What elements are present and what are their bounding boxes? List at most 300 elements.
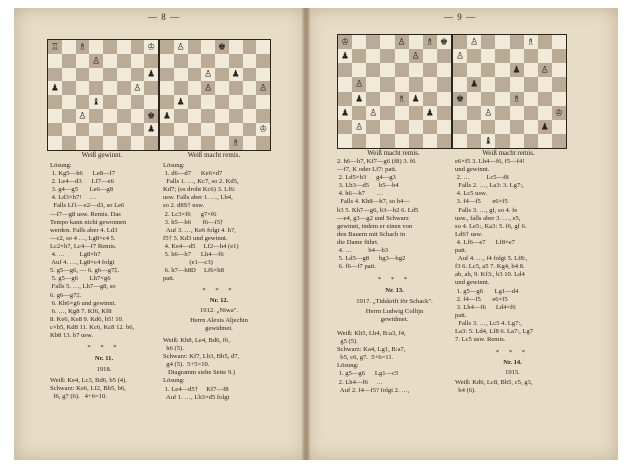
chess-piece-icon: ♝ bbox=[484, 135, 493, 146]
text-line: 6. g6—g7‡. bbox=[50, 291, 82, 299]
board-square bbox=[174, 40, 188, 54]
board-square bbox=[103, 95, 117, 109]
chess-piece-icon: ♙ bbox=[484, 107, 493, 118]
board-square bbox=[510, 120, 524, 134]
board-square bbox=[62, 81, 76, 95]
text-line: (e1—c3) bbox=[163, 259, 213, 267]
right-col1-tail bbox=[337, 330, 452, 395]
left-col2-text bbox=[163, 162, 275, 283]
board-square bbox=[538, 106, 552, 120]
board-square bbox=[481, 120, 495, 134]
board-square bbox=[62, 68, 76, 82]
board-square bbox=[380, 77, 394, 91]
board-square bbox=[366, 134, 380, 148]
board-square bbox=[144, 109, 158, 123]
text-line: Herrn Alexis Aljechin bbox=[190, 317, 248, 324]
chess-piece-icon: ♙ bbox=[456, 50, 465, 61]
board-square bbox=[538, 63, 552, 77]
text-line: 4. Ke4—d5 Lf2—h4 (e1) bbox=[163, 242, 239, 250]
board-square bbox=[229, 95, 243, 109]
board-square bbox=[437, 35, 451, 49]
text-line: Falls Lf1—e2—d3, so Le6 bbox=[50, 202, 125, 210]
board-square bbox=[538, 120, 552, 134]
board-square bbox=[144, 123, 158, 137]
problem-12-source: 1912. „Niwa". bbox=[199, 307, 239, 314]
board-square bbox=[352, 49, 366, 63]
board-square bbox=[76, 123, 90, 137]
text-line: 1. g5—g6 Lg1—d4 bbox=[455, 287, 519, 295]
chess-piece-icon: ♟ bbox=[512, 64, 521, 75]
board-square bbox=[538, 35, 552, 49]
board-square bbox=[62, 40, 76, 54]
text-line: Schwarz: Ke6, Lf2, Bh5, b6, bbox=[50, 385, 126, 393]
board-square bbox=[467, 63, 481, 77]
board-square bbox=[467, 92, 481, 106]
board-square bbox=[48, 40, 62, 54]
chess-piece-icon: ♖ bbox=[50, 41, 59, 52]
board-square bbox=[103, 123, 117, 137]
board-square bbox=[131, 136, 145, 150]
board-square bbox=[437, 63, 451, 77]
board-square bbox=[453, 134, 467, 148]
text-line: 6. f6—f7 patt. bbox=[337, 263, 377, 271]
board-square bbox=[117, 68, 131, 82]
board-square bbox=[103, 136, 117, 150]
board-square bbox=[467, 35, 481, 49]
board-square bbox=[174, 81, 188, 95]
board-square bbox=[89, 123, 103, 137]
board-square bbox=[423, 49, 437, 63]
board-square bbox=[256, 123, 270, 137]
board-square bbox=[538, 92, 552, 106]
chess-piece-icon: ♟ bbox=[341, 107, 350, 118]
problem-12-dedication bbox=[163, 317, 275, 333]
board-square bbox=[256, 136, 270, 150]
board-square bbox=[395, 120, 409, 134]
chess-diagram-3 bbox=[337, 34, 452, 149]
board-square bbox=[437, 106, 451, 120]
chess-piece-icon: ♙ bbox=[369, 107, 378, 118]
board-square bbox=[201, 81, 215, 95]
chess-piece-icon: ♙ bbox=[397, 36, 406, 47]
board-square bbox=[481, 63, 495, 77]
board-square bbox=[201, 136, 215, 150]
text-line: La3: 5. Ld4, Lf8 6. La7:, Lg7 bbox=[455, 327, 534, 335]
left-col1-stars: * * * bbox=[87, 344, 121, 351]
board-square bbox=[437, 134, 451, 148]
board-square bbox=[366, 49, 380, 63]
chess-piece-icon: ♟ bbox=[425, 107, 434, 118]
board-square bbox=[352, 120, 366, 134]
board-square bbox=[201, 54, 215, 68]
board-square bbox=[453, 77, 467, 91]
board-square bbox=[131, 54, 145, 68]
text-line: Diagramm siehe Seite 9.) bbox=[163, 369, 235, 377]
chess-piece-icon: ♟ bbox=[540, 121, 549, 132]
board-square bbox=[437, 49, 451, 63]
board-square bbox=[352, 106, 366, 120]
text-line: 1. Le4—d5† Kf7—f8 bbox=[163, 385, 229, 393]
board-square bbox=[366, 92, 380, 106]
board-square bbox=[524, 35, 538, 49]
board-square bbox=[352, 92, 366, 106]
board-square bbox=[380, 63, 394, 77]
board-square bbox=[510, 77, 524, 91]
board-square bbox=[188, 123, 202, 137]
board-square bbox=[495, 49, 509, 63]
board-square bbox=[160, 68, 174, 82]
board-square bbox=[160, 81, 174, 95]
board-square bbox=[423, 77, 437, 91]
board-square bbox=[215, 81, 229, 95]
text-line: h6 (5). bbox=[163, 345, 184, 353]
board-square bbox=[467, 134, 481, 148]
text-line: so 2. d8S† usw. bbox=[163, 202, 205, 210]
board-square bbox=[188, 68, 202, 82]
board-square bbox=[76, 136, 90, 150]
board-square bbox=[338, 63, 352, 77]
board-square bbox=[229, 68, 243, 82]
board-square bbox=[117, 40, 131, 54]
text-line: und gewinnt. bbox=[455, 279, 490, 287]
board-square bbox=[453, 106, 467, 120]
board-square bbox=[188, 40, 202, 54]
left-col2-tail bbox=[163, 337, 275, 402]
board-square bbox=[215, 68, 229, 82]
board-square bbox=[243, 109, 257, 123]
chess-piece-icon: ♙ bbox=[176, 41, 185, 52]
text-line: e6×f5 3. Lh4—f6, f5—f4! bbox=[455, 158, 525, 165]
board-square bbox=[552, 35, 566, 49]
board-square bbox=[131, 68, 145, 82]
board-square bbox=[243, 68, 257, 82]
board-square bbox=[188, 81, 202, 95]
chess-piece-icon: ♙ bbox=[133, 82, 142, 93]
board-square bbox=[201, 68, 215, 82]
board-square bbox=[103, 54, 117, 68]
board-square bbox=[538, 134, 552, 148]
chess-piece-icon: ♟ bbox=[411, 93, 420, 104]
text-line: g5 (5). bbox=[337, 338, 358, 346]
board-square bbox=[174, 95, 188, 109]
board-square bbox=[467, 106, 481, 120]
board-square bbox=[117, 109, 131, 123]
board-square bbox=[453, 35, 467, 49]
board-square bbox=[453, 120, 467, 134]
chess-piece-icon: ♝ bbox=[92, 96, 101, 107]
board-square bbox=[48, 109, 62, 123]
text-line: 1. Kg5—h6 Le8—f7 bbox=[50, 170, 116, 178]
right-col2-stars: * * * bbox=[495, 349, 530, 356]
diagram-caption-1: Weiß gewinnt. bbox=[81, 151, 123, 159]
text-line: so 4. Le5:, Ka3: 5. f6, gf 6. bbox=[455, 222, 527, 230]
board-square bbox=[117, 95, 131, 109]
board-square bbox=[338, 35, 352, 49]
text-line: 4. … b4—b3 bbox=[337, 247, 389, 255]
board-square bbox=[89, 95, 103, 109]
text-line: ab, ab, 9. Kf3:, b3 10. Ld4 bbox=[455, 271, 525, 279]
board-square bbox=[188, 109, 202, 123]
chess-piece-icon: ♚ bbox=[217, 41, 226, 52]
text-line: 2. Le4—d3 Lf7—e6 bbox=[50, 178, 114, 186]
text-line: b5, c6, g7. 5+6=11. bbox=[337, 354, 394, 362]
board-square bbox=[395, 77, 409, 91]
board-square bbox=[510, 35, 524, 49]
board-square bbox=[117, 81, 131, 95]
board-square bbox=[174, 123, 188, 137]
text-line: Weiß: Kh8, Le4, Bd6, f6, bbox=[163, 337, 230, 344]
problem-13-source: 1917. „Tidskrift för Schack". bbox=[356, 298, 433, 305]
board-square bbox=[188, 54, 202, 68]
diagram-caption-4: Weiß macht remis. bbox=[482, 149, 535, 157]
text-line: Falls 4. Kh8—h7, so b4— bbox=[337, 198, 410, 206]
board-square bbox=[76, 40, 90, 54]
board-square bbox=[409, 63, 423, 77]
text-line: Schwarz: Ka4, Lg1, B:a7, bbox=[337, 346, 406, 354]
chess-piece-icon: ♙ bbox=[204, 82, 213, 93]
board-square bbox=[229, 123, 243, 137]
board-square bbox=[395, 63, 409, 77]
board-square bbox=[380, 134, 394, 148]
board-square bbox=[453, 49, 467, 63]
text-line: usw., falls aber 3. …, e5, bbox=[455, 214, 521, 222]
board-square bbox=[229, 136, 243, 150]
text-line: Falls 5. …, Lh7—g8, so bbox=[50, 283, 116, 291]
text-line: Lösung: bbox=[163, 162, 185, 169]
chess-piece-icon: ♟ bbox=[231, 68, 240, 79]
right-col2-text bbox=[455, 158, 570, 344]
board-square bbox=[103, 81, 117, 95]
board-square bbox=[423, 120, 437, 134]
board-square bbox=[160, 54, 174, 68]
chess-piece-icon: ♙ bbox=[355, 78, 364, 89]
board-square bbox=[352, 35, 366, 49]
text-line: 2. Lc3×f6 g7×f6 bbox=[163, 210, 217, 218]
board-square bbox=[160, 109, 174, 123]
text-line: Auf 3. …, Ke6 folgt 4. h7, bbox=[163, 226, 236, 234]
board-square bbox=[144, 40, 158, 54]
board-square bbox=[380, 49, 394, 63]
board-square bbox=[48, 123, 62, 137]
board-square bbox=[380, 35, 394, 49]
board-square bbox=[395, 35, 409, 49]
chess-piece-icon: ♙ bbox=[92, 55, 101, 66]
board-square bbox=[409, 49, 423, 63]
board-square bbox=[89, 54, 103, 68]
board-square bbox=[229, 54, 243, 68]
right-col1-stars: * * * bbox=[377, 276, 412, 283]
problem-13-dedication bbox=[337, 308, 452, 324]
board-square bbox=[103, 109, 117, 123]
board-square bbox=[215, 95, 229, 109]
board-square bbox=[552, 120, 566, 134]
chess-diagram-1 bbox=[47, 39, 159, 151]
text-line: 2. f4—f5 e6×f5 bbox=[455, 295, 508, 303]
text-line: Weiß: Kd6, Lc8, Bb5, c5, g3, bbox=[455, 379, 533, 386]
board-square bbox=[524, 77, 538, 91]
board-square bbox=[510, 49, 524, 63]
text-line: 6. Kh6×g6 und gewinnt. bbox=[50, 299, 116, 307]
board-square bbox=[256, 81, 270, 95]
board-square bbox=[495, 134, 509, 148]
chess-piece-icon: ♚ bbox=[456, 93, 465, 104]
board-square bbox=[352, 134, 366, 148]
chess-piece-icon: ♗ bbox=[526, 36, 535, 47]
text-line: 4. Lc5 usw. bbox=[455, 190, 487, 198]
text-line: g4 (5). 5+5=10. bbox=[163, 361, 210, 369]
problem-11-title: Nr. 11. bbox=[94, 355, 114, 362]
board-square bbox=[338, 77, 352, 91]
board-square bbox=[201, 95, 215, 109]
text-line: —f7, K oder Lf7: patt. bbox=[337, 166, 397, 174]
chess-piece-icon: ♙ bbox=[540, 64, 549, 75]
right-col2-tail bbox=[455, 379, 570, 395]
chess-piece-icon: ♟ bbox=[50, 82, 59, 93]
board-square bbox=[76, 68, 90, 82]
chess-piece-icon: ♗ bbox=[231, 137, 240, 148]
board-square bbox=[338, 49, 352, 63]
board-square bbox=[409, 35, 423, 49]
text-line: patt. bbox=[455, 247, 467, 255]
problem-14-title: Nr. 14. bbox=[503, 359, 522, 366]
text-line: 4. Ld3×h7! … bbox=[50, 194, 97, 202]
text-line: Schwarz: Kf7, Lb3, Bb5, d7, bbox=[163, 353, 240, 361]
chess-piece-icon: ♗ bbox=[425, 36, 434, 47]
board-square bbox=[524, 63, 538, 77]
board-square bbox=[215, 123, 229, 137]
text-line: 4. … Lg8×h7 bbox=[50, 251, 101, 259]
text-line: Kb8 13. b7 usw. bbox=[50, 331, 93, 339]
board-square bbox=[201, 109, 215, 123]
text-line: 3. Lb3—d5 b5—b4 bbox=[337, 182, 399, 190]
board-square bbox=[89, 81, 103, 95]
board-square bbox=[495, 77, 509, 91]
board-square bbox=[48, 136, 62, 150]
chess-piece-icon: ♗ bbox=[397, 93, 406, 104]
board-square bbox=[495, 92, 509, 106]
text-line: Auf 4. …, Lg8×c4 folgt bbox=[50, 259, 115, 267]
board-square bbox=[89, 136, 103, 150]
text-line: 6. …, Kg8 7. Kf6, Kf8 bbox=[50, 307, 112, 315]
text-line: werden. Falls aber 4. Ld3 bbox=[50, 226, 118, 234]
text-line: gewidmet. bbox=[205, 325, 233, 333]
text-line: f6, g7 (6). 4+6=10. bbox=[50, 393, 107, 401]
board-square bbox=[366, 106, 380, 120]
board-square bbox=[552, 106, 566, 120]
board-square bbox=[117, 54, 131, 68]
book-gutter bbox=[302, 8, 310, 460]
text-line: patt. bbox=[455, 311, 467, 319]
chess-piece-icon: ♔ bbox=[554, 107, 563, 118]
board-square bbox=[215, 40, 229, 54]
diagram-caption-2: Weiß macht remis. bbox=[187, 151, 241, 159]
board-square bbox=[188, 95, 202, 109]
board-square bbox=[352, 63, 366, 77]
board-square bbox=[437, 120, 451, 134]
text-line: 4. h6—h7 … bbox=[337, 190, 384, 198]
board-square bbox=[395, 134, 409, 148]
board-square bbox=[256, 95, 270, 109]
board-square bbox=[160, 40, 174, 54]
board-square bbox=[62, 95, 76, 109]
text-line: Lösung: bbox=[50, 162, 72, 169]
text-line: 7. Lc5 usw. Remis. bbox=[455, 336, 506, 344]
board-square bbox=[552, 134, 566, 148]
diagram-caption-3: Weiß macht remis. bbox=[367, 149, 420, 157]
text-line: patt. bbox=[163, 275, 175, 283]
board-square bbox=[144, 95, 158, 109]
chess-piece-icon: ♔ bbox=[147, 41, 156, 52]
board-square bbox=[481, 49, 495, 63]
board-square bbox=[48, 68, 62, 82]
board-square bbox=[243, 81, 257, 95]
chess-piece-icon: ♙ bbox=[411, 50, 420, 61]
problem-14-year: 1915. bbox=[505, 369, 520, 376]
board-square bbox=[144, 136, 158, 150]
board-square bbox=[201, 123, 215, 137]
text-line: 2. Ld5×b3 g4—g3 bbox=[337, 174, 396, 182]
board-square bbox=[352, 77, 366, 91]
board-square bbox=[380, 106, 394, 120]
text-line: f3 6. Lc5, a5 7. Kg4, b4 8. bbox=[455, 263, 525, 271]
board-square bbox=[481, 35, 495, 49]
board-square bbox=[131, 81, 145, 95]
board-square bbox=[89, 109, 103, 123]
board-square bbox=[437, 92, 451, 106]
chess-diagram-2 bbox=[159, 39, 271, 151]
text-line: Lc2×h7, Lc4—f7 Remis. bbox=[50, 242, 117, 250]
board-square bbox=[243, 95, 257, 109]
board-square bbox=[510, 63, 524, 77]
text-line: c×b5, Kd8 11. Kc6, Kc8 12. b6, bbox=[50, 323, 135, 331]
board-square bbox=[552, 77, 566, 91]
text-line: Falls 1. …, Kc7, so 2. Kd5, bbox=[163, 178, 239, 186]
text-line: Auf 1. …, Lb3×d5 folgt bbox=[163, 393, 230, 401]
text-line: 2. Lh4—f6 … bbox=[337, 378, 383, 386]
text-line: usw. Falls aber 1. …, Lb4, bbox=[163, 194, 233, 202]
board-square bbox=[524, 106, 538, 120]
board-square bbox=[256, 40, 270, 54]
board-square bbox=[215, 109, 229, 123]
board-square bbox=[481, 92, 495, 106]
board-square bbox=[481, 106, 495, 120]
board-square bbox=[338, 120, 352, 134]
text-line: Herrn Ludwig Collijn bbox=[365, 308, 424, 315]
text-line: Lösung: bbox=[163, 377, 185, 385]
board-square bbox=[160, 136, 174, 150]
board-square bbox=[174, 68, 188, 82]
board-square bbox=[366, 120, 380, 134]
board-square bbox=[117, 123, 131, 137]
board-square bbox=[380, 92, 394, 106]
board-square bbox=[423, 35, 437, 49]
board-square bbox=[481, 77, 495, 91]
board-square bbox=[495, 35, 509, 49]
board-square bbox=[409, 106, 423, 120]
board-square bbox=[117, 136, 131, 150]
text-line: —f7—g8 usw. Remis. Das bbox=[50, 210, 121, 218]
text-line: gewidmet. bbox=[380, 316, 409, 324]
chess-diagram-4 bbox=[452, 34, 567, 149]
board-square bbox=[160, 95, 174, 109]
text-line: Lösung: bbox=[337, 362, 359, 370]
board-square bbox=[103, 68, 117, 82]
board-square bbox=[48, 95, 62, 109]
problem-13-title: Nr. 13. bbox=[385, 287, 404, 294]
board-square bbox=[437, 77, 451, 91]
board-square bbox=[524, 134, 538, 148]
board-square bbox=[423, 106, 437, 120]
